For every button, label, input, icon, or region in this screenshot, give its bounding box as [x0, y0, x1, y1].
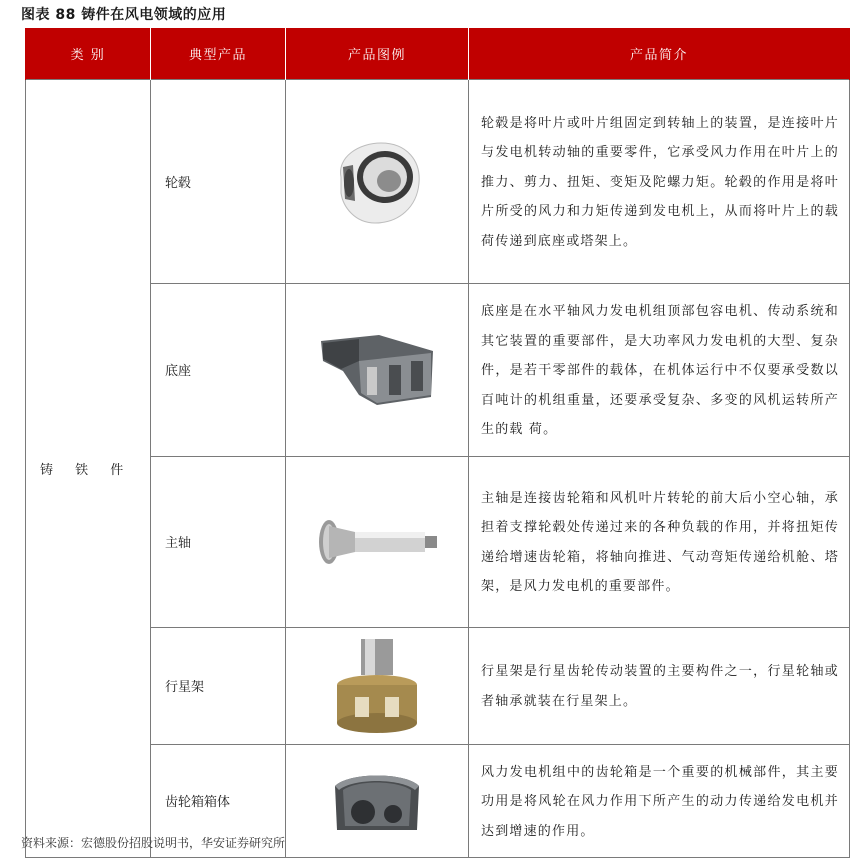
header-image: 产品图例 [286, 28, 469, 80]
product-description: 底座是在水平轴风力发电机组顶部包容电机、传动系统和其它装置的重要部件，是大功率风力发电机的大型、复杂件，是若干零部件的载体，在机体运行中不仅要承受数以百吨计的机组重量，还要承受复杂、多变的风机运转所产生的载 荷。 [469, 284, 850, 457]
header-description: 产品简介 [469, 28, 850, 80]
header-row [26, 28, 850, 80]
base-frame-icon [319, 331, 435, 409]
product-description: 风力发电机组中的齿轮箱是一个重要的机械部件，其主要功用是将风轮在风力作用下所产生的动力传递给发电机并达到增速的作用。 [469, 744, 850, 858]
category-cell: 铸 铁 件 [26, 80, 151, 858]
product-description: 主轴是连接齿轮箱和风机叶片转轮的前大后小空心轴，承担着支撑轮毂处传递过来的各种负载的作用，并将扭矩传递给增速齿轮箱，将轴向推进、气动弯矩传递给机舱、塔架，是风力发电机的重要部件。 [469, 456, 850, 627]
planet-carrier-icon [335, 637, 419, 735]
gearbox-housing-icon [329, 768, 425, 834]
product-image [286, 456, 469, 627]
product-name: 底座 [151, 284, 286, 457]
product-image [286, 627, 469, 744]
castings-table [25, 28, 850, 858]
product-name: 齿轮箱箱体 [151, 744, 286, 858]
product-image [286, 284, 469, 457]
source-note: 资料来源：宏德股份招股说明书，华安证券研究所 [21, 836, 286, 850]
product-description: 行星架是行星齿轮传动装置的主要构件之一，行星轮轴或者轴承就装在行星架上。 [469, 627, 850, 744]
product-name: 轮毂 [151, 80, 286, 284]
figure-caption: 图表 88 铸件在风电领域的应用 [21, 7, 227, 23]
table-row [26, 80, 850, 284]
product-description: 轮毂是将叶片或叶片组固定到转轴上的装置，是连接叶片与发电机转动轴的重要零件，它承受风力作用在叶片上的推力、剪力、扭矩、变矩及陀螺力矩。轮毂的作用是将叶片所受的风力和力矩传递到发电机上，从而将叶片上的载荷传递到底座或塔架上。 [469, 80, 850, 284]
product-image [286, 744, 469, 858]
product-name: 行星架 [151, 627, 286, 744]
header-category: 类 别 [26, 28, 151, 80]
product-image [286, 80, 469, 284]
main-shaft-icon [315, 518, 439, 566]
hub-casting-icon [329, 137, 425, 227]
product-name: 主轴 [151, 456, 286, 627]
header-product: 典型产品 [151, 28, 286, 80]
